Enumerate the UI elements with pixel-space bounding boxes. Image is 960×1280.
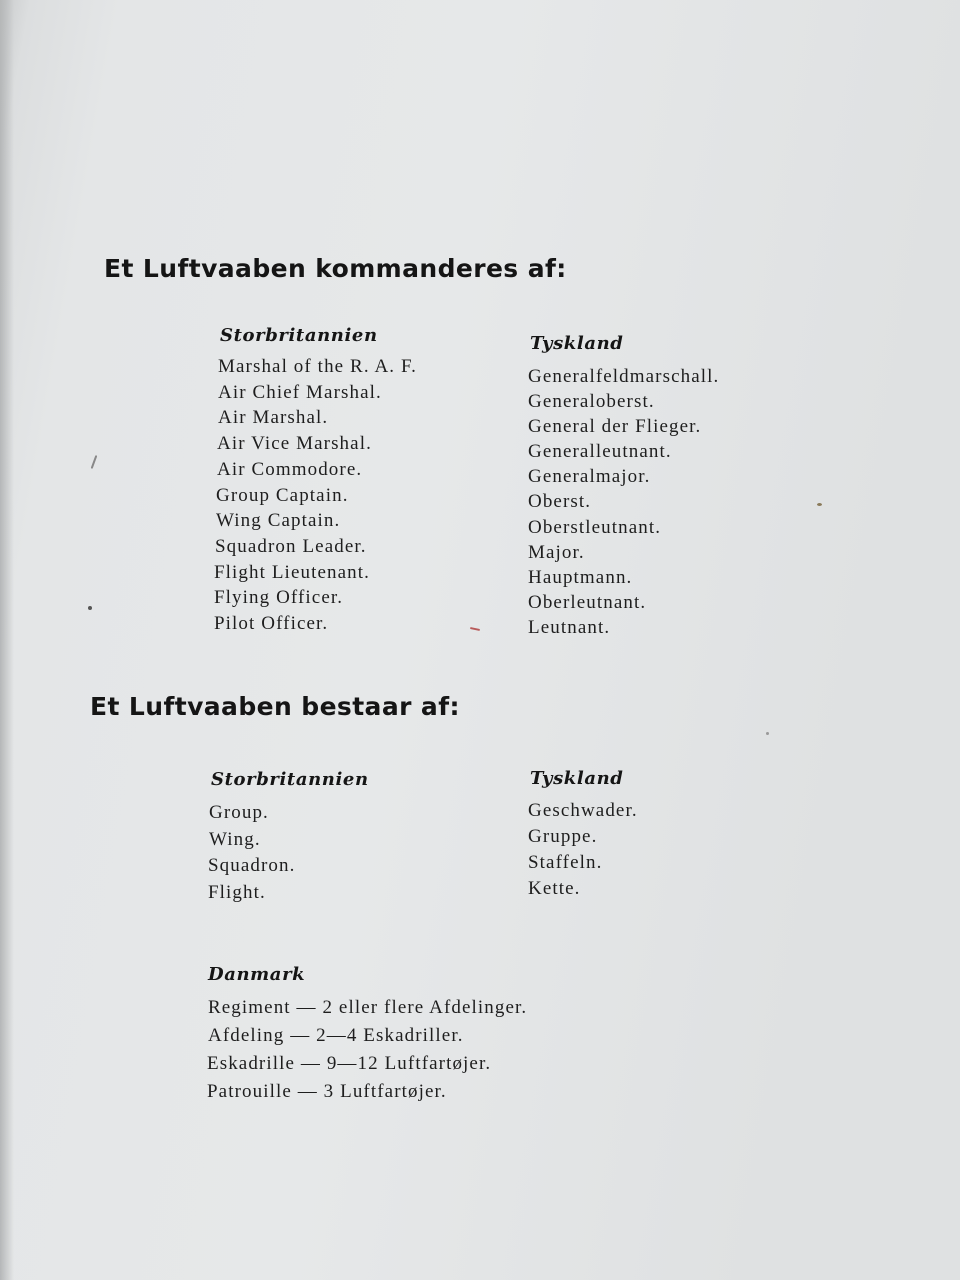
list-item: Air Chief Marshal.	[218, 381, 382, 403]
column-header-germany-ranks: Tyskland	[530, 333, 624, 354]
list-item: Oberleutnant.	[528, 591, 647, 613]
list-item: Major.	[528, 541, 585, 563]
paper-speck	[766, 732, 769, 735]
list-item: Group.	[209, 802, 269, 823]
list-item: Wing Captain.	[216, 510, 341, 532]
list-item: Generalmajor.	[528, 466, 651, 488]
list-item: Kette.	[528, 878, 581, 899]
list-item: Afdeling — 2—4 Eskadriller.	[208, 1025, 464, 1046]
list-item: General der Flieger.	[528, 416, 702, 438]
section-heading-commands: Et Luftvaaben kommanderes af:	[104, 254, 567, 283]
list-item: Flying Officer.	[214, 587, 344, 609]
list-item: Hauptmann.	[528, 566, 633, 588]
list-item: Squadron Leader.	[215, 535, 367, 557]
column-header-britain-units: Storbritannien	[211, 769, 369, 790]
list-item: Air Marshal.	[218, 407, 329, 429]
column-header-britain-ranks: Storbritannien	[220, 325, 378, 346]
list-item: Generalleutnant.	[528, 441, 672, 463]
list-item: Eskadrille — 9—12 Luftfartøjer.	[207, 1053, 492, 1074]
list-item: Marshal of the R. A. F.	[218, 356, 417, 377]
paper-speck	[88, 606, 92, 610]
list-item: Group Captain.	[216, 484, 349, 506]
column-header-germany-units: Tyskland	[530, 768, 624, 789]
list-item: Oberstleutnant.	[528, 516, 662, 538]
paper-speck	[91, 455, 98, 469]
britain-units-list	[208, 800, 295, 906]
list-item: Wing.	[209, 828, 261, 850]
list-item: Air Commodore.	[217, 458, 363, 480]
list-item: Generaloberst.	[528, 391, 655, 413]
list-item: Oberst.	[528, 491, 592, 513]
section-heading-composition: Et Luftvaaben bestaar af:	[90, 692, 460, 721]
list-item: Pilot Officer.	[214, 613, 329, 635]
list-item: Regiment — 2 eller flere Afdelinger.	[208, 997, 528, 1018]
paper-speck	[470, 627, 480, 631]
list-item: Flight.	[208, 881, 266, 903]
list-item: Gruppe.	[528, 826, 598, 847]
column-header-denmark: Danmark	[208, 964, 306, 985]
britain-ranks-list	[214, 354, 417, 637]
list-item: Air Vice Marshal.	[217, 433, 372, 455]
denmark-units-list	[207, 994, 527, 1106]
list-item: Generalfeldmarschall.	[528, 366, 720, 387]
list-item: Patrouille — 3 Luftfartøjer.	[207, 1081, 447, 1102]
germany-ranks-list	[528, 364, 719, 640]
paper-speck	[817, 503, 822, 506]
list-item: Leutnant.	[528, 616, 611, 638]
list-item: Geschwader.	[528, 800, 638, 821]
list-item: Flight Lieutenant.	[214, 561, 370, 583]
germany-units-list	[528, 798, 638, 902]
list-item: Staffeln.	[528, 852, 603, 873]
list-item: Squadron.	[208, 855, 296, 876]
